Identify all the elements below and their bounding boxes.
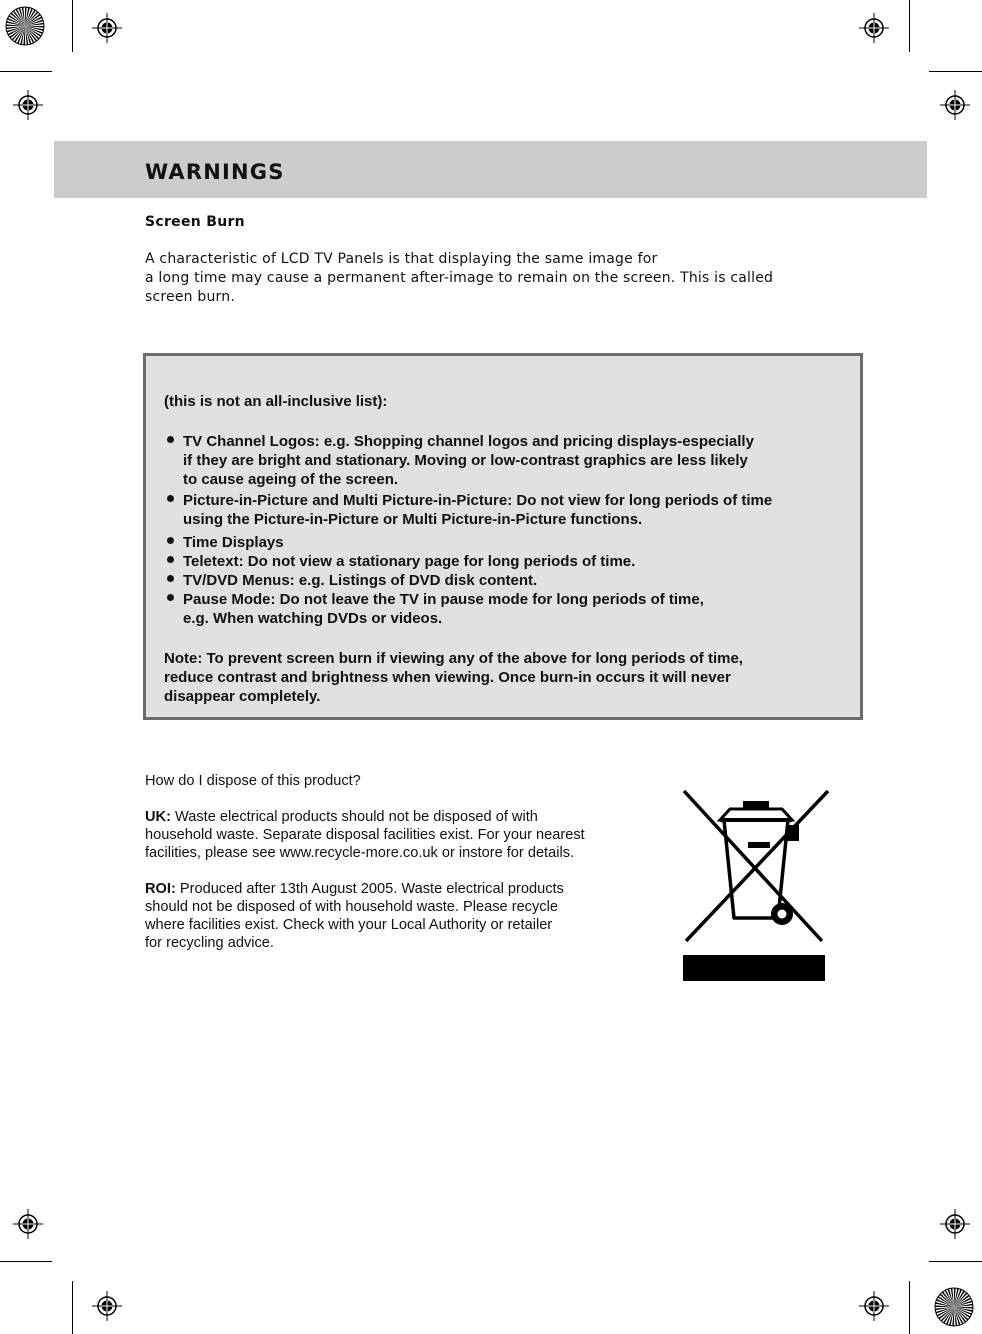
warning-lead: (this is not an all-inclusive list): bbox=[164, 393, 388, 410]
warning-bullet-line: using the Picture-in-Picture or Multi Picture-in-Picture functions. bbox=[183, 511, 643, 528]
screen-burn-intro bbox=[145, 250, 825, 307]
disposal-roi-line: should not be disposed of with household waste. Please recycle bbox=[145, 899, 558, 915]
registration-mark-icon bbox=[13, 1209, 43, 1239]
crop-line bbox=[929, 71, 982, 72]
intro-line: A characteristic of LCD TV Panels is that displaying the same image for bbox=[145, 251, 658, 267]
registration-mark-icon bbox=[92, 13, 122, 43]
crossed-out-wheelie-bin-icon bbox=[680, 787, 832, 983]
section-heading-screen-burn: Screen Burn bbox=[145, 214, 245, 230]
starburst-target-icon bbox=[934, 1287, 974, 1327]
bullet-icon bbox=[167, 575, 174, 582]
disposal-uk-line: household waste. Separate disposal facilities exist. For your nearest bbox=[145, 827, 585, 843]
warning-bullet-line: TV Channel Logos: e.g. Shopping channel logos and pricing displays-especially bbox=[183, 433, 754, 450]
warning-note-line: reduce contrast and brightness when viewing. Once burn-in occurs it will never bbox=[164, 669, 731, 686]
warning-bullet-line: if they are bright and stationary. Moving or low-contrast graphics are less likely bbox=[183, 452, 748, 469]
uk-text: Waste electrical products should not be disposed of with bbox=[170, 809, 538, 825]
crop-line bbox=[909, 1281, 910, 1334]
crop-line bbox=[72, 0, 73, 52]
crop-line bbox=[72, 1281, 73, 1334]
crop-line bbox=[0, 71, 52, 72]
warning-bullet-line: to cause ageing of the screen. bbox=[183, 471, 399, 488]
warning-bullet-line: Teletext: Do not view a stationary page for long periods of time. bbox=[183, 553, 636, 570]
crop-line bbox=[909, 0, 910, 52]
starburst-target-icon bbox=[5, 6, 45, 46]
bullet-icon bbox=[167, 594, 174, 601]
intro-line: a long time may cause a permanent after-image to remain on the screen. This is called bbox=[145, 270, 774, 286]
registration-mark-icon bbox=[92, 1291, 122, 1321]
bullet-icon bbox=[167, 556, 174, 563]
uk-label: UK: bbox=[145, 809, 171, 825]
crop-line bbox=[0, 1261, 52, 1262]
crop-line bbox=[929, 1261, 982, 1262]
roi-label: ROI: bbox=[145, 881, 176, 897]
registration-mark-icon bbox=[859, 1291, 889, 1321]
bullet-icon bbox=[167, 495, 174, 502]
disposal-uk-line: facilities, please see www.recycle-more.co.uk or instore for details. bbox=[145, 845, 575, 861]
disposal-question: How do I dispose of this product? bbox=[145, 773, 361, 789]
warning-bullet-line: Time Displays bbox=[183, 534, 284, 551]
warning-bullet-line: Picture-in-Picture and Multi Picture-in-Picture: Do not view for long periods of time bbox=[183, 492, 773, 509]
warning-note-line: disappear completely. bbox=[164, 688, 321, 705]
warning-bullet-line: TV/DVD Menus: e.g. Listings of DVD disk content. bbox=[183, 572, 538, 589]
roi-text: Produced after 13th August 2005. Waste electrical products bbox=[175, 881, 564, 897]
disposal-roi-line: for recycling advice. bbox=[145, 935, 274, 951]
registration-mark-icon bbox=[940, 90, 970, 120]
bullet-icon bbox=[167, 436, 174, 443]
bullet-icon bbox=[167, 537, 174, 544]
registration-mark-icon bbox=[13, 90, 43, 120]
registration-mark-icon bbox=[940, 1209, 970, 1239]
disposal-uk-line bbox=[145, 808, 538, 826]
disposal-roi-line: where facilities exist. Check with your Local Authority or retailer bbox=[145, 917, 553, 933]
warning-note-line: Note: To prevent screen burn if viewing any of the above for long periods of time, bbox=[164, 650, 743, 667]
registration-mark-icon bbox=[859, 13, 889, 43]
intro-line: screen burn. bbox=[145, 289, 235, 305]
warning-bullet-line: e.g. When watching DVDs or videos. bbox=[183, 610, 443, 627]
page-title: WARNINGS bbox=[145, 160, 285, 184]
disposal-roi-line bbox=[145, 880, 564, 898]
warning-bullet-line: Pause Mode: Do not leave the TV in pause mode for long periods of time, bbox=[183, 591, 704, 608]
